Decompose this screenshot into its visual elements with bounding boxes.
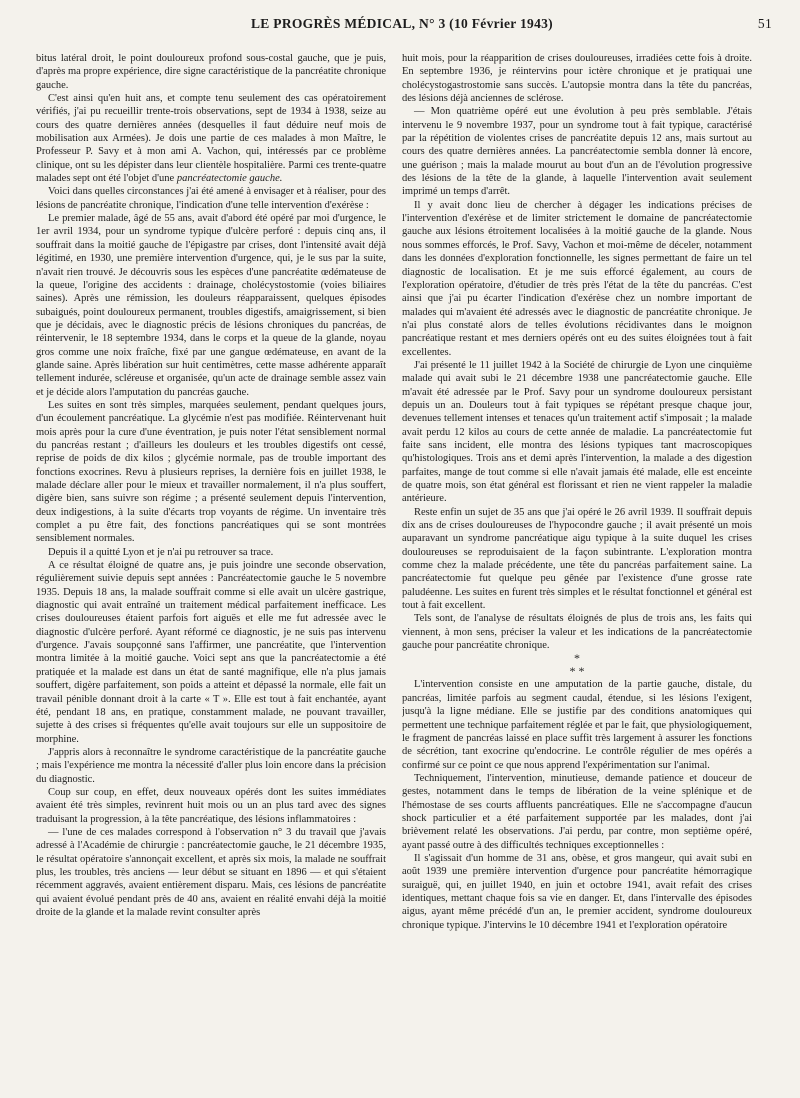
paragraph: — Mon quatrième opéré eut une évolution à peu près semblable. J'étais intervenu le 9 novembre 1937, pour un syndrome tout à fait typique, caractérisé par la répétition de violentes crises de pancréatite depuis 12 ans, mais surtout au cours des quatre dernières années. La pancréatectomie sembla donner là encore, une guérison ; mais la malade mourut au bout d'un an de l'évolution progressive des lésions de la tête de la glande, à laquelle l'intervention avait seulement imprimé un temps d'arrêt. bbox=[402, 106, 752, 198]
paragraph: Tels sont, de l'analyse de résultats éloignés de plus de trois ans, les faits qui viennent, à mon sens, préciser la valeur et les indications de la pancréatectomie gauche pour pancréatite chronique. bbox=[402, 613, 752, 652]
page-header bbox=[32, 16, 772, 40]
page-number: 51 bbox=[757, 16, 772, 31]
paragraph: bitus latéral droit, le point douloureux profond sous-costal gauche, que je puis, d'après ma propre expérience, dire signe caractéristique de la pancréatite chronique gauche. bbox=[36, 53, 386, 91]
separator-star: * bbox=[574, 651, 580, 666]
paragraph: Techniquement, l'intervention, minutieuse, demande patience et douceur de gestes, notamment dans le temps de libération de la veine splénique et de l'hémostase de ses courts affluents pancréatiques. Elle ne s'accompagne d'aucun shock particulier et a été parfaitement supportée par les malades, dont j'ai brièvement relaté les observations. J'ai perdu, par contre, mon septième opéré, ayant passé outre à des difficultés techniques exceptionnelles : bbox=[402, 772, 752, 851]
journal-title: LE PROGRÈS MÉDICAL, N° 3 (10 Février 1943) bbox=[251, 16, 553, 31]
paragraph bbox=[36, 92, 386, 185]
paragraph: Reste enfin un sujet de 35 ans que j'ai opéré le 26 avril 1939. Il souffrait depuis dix ans de crises douloureuses de l'hypocondre gauche ; il avait présenté un mois auparavant un syndrome pancréatique aigu typique à la suite duquel les crises douloureuses se reproduisaient de la façon subintrante. L'exploration montra comme chez la malade précédente, une tête du pancréas parfaitement saine. La pancréatectomie fut quelque peu gênée par l'existence d'une grosse rate paludéenne. Les suites en furent très simples et le résultat fonctionnel et général est tout à fait excellent. bbox=[402, 506, 752, 612]
section-separator bbox=[402, 652, 752, 678]
paragraph: Coup sur coup, en effet, deux nouveaux opérés dont les suites immédiates avaient été très simples, revinrent huit mois ou un an plus tard avec des signes traduisant la progression, à la tête pancréatique, des lésions inflammatoires : bbox=[36, 786, 386, 825]
paragraph: — l'une de ces malades correspond à l'observation n° 3 du travail que j'avais adressé à l'Académie de chirurgie : pancréatectomie gauche, le 21 décembre 1935, le résultat opératoire s'annonçait excellent, et après six mois, la malade ne souffrait plus, les troubles, très anciens — leur début se situant en 1896 — et qui s'étaient récemment aggravés, avaient entièrement disparu. Mais, ces lésions de pancréatite qui avaient évolué pendant près de 40 ans, avaient en réalité envahi déjà la moitié droite de la glande et la malade revint consulter après bbox=[36, 826, 386, 918]
paragraph: Il s'agissait d'un homme de 31 ans, obèse, et gros mangeur, qui avait subi en août 1939 une première intervention d'urgence pour pancréatite hémorragique suraiguë, qui, en juillet 1940, en juin et octobre 1941, avait refait des crises identiques, mettant chaque fois sa vie en danger. Et, dans l'intervalle des épisodes aigus, ayant même précédé d'un an, le premier accident, syndrome douloureux chronique typique. J'intervins le 10 décembre 1941 et l'exploration opératoire bbox=[402, 852, 752, 931]
paragraph-text: C'est ainsi qu'en huit ans, et compte tenu seulement des cas opératoirement vérifiés, j'ai pu recueillir trente-trois observations, sept de 1934 à 1938, seize au cours des quatre dernières années (desquelles il faut déduire neuf mois de mobilisation aux Armées). Je dois une partie de ces malades à mon Maître, le Professeur P. Savy et à mon ami A. Vachon, qui, intéressés par ce problème clinique, ont su les dépister dans leur clientèle hospitalière. Parmi ces trente-quatre malades sept ont été l'objet d'une bbox=[36, 93, 386, 185]
paragraph: L'intervention consiste en une amputation de la partie gauche, distale, du pancréas, limitée parfois au segment caudal, étendue, si les lésions l'exigent, jusqu'à la ligne médiane. Elle se justifie par des conditions anatomiques qui permettent une technique parfaitement réglée et par le fait, que physiologiquement, le fragment de pancréas laissé en place suffit très largement à assurer les fonctions de sécrétion, tant exocrine qu'endocrine. Le contrôle régulier de mes opérés a confirmé sur ce point ce que nous apprend l'expérimentation sur l'animal. bbox=[402, 679, 752, 771]
paragraph: J'appris alors à reconnaître le syndrome caractéristique de la pancréatite gauche ; mais l'expérience me montra la nécessité d'aller plus loin encore dans la précision du diagnostic. bbox=[36, 746, 386, 785]
paragraph: J'ai présenté le 11 juillet 1942 à la Société de chirurgie de Lyon une cinquième malade qui avait subi le 21 décembre 1938 une pancréatectomie gauche. Elle m'avait été adressée par le Prof. Savy pour un syndrome douloureux persistant depuis un an. Douleurs tout à fait typiques se répétant presque chaque jour, devenues tellement intenses et tenaces qu'un traitement actif s'imposait ; la malade avait perdu 12 kilos au cours de cette année de maladie. La pancréatectomie fut faite sans incident, elle montra des lésions typiques tant macroscopiques qu'histologiques. Trois ans et demi après l'intervention, la malade a des digestion parfaites, mange de tout comme si elle n'avait jamais été malade, elle est enceinte de quatre mois, son état général est florissant et rien ne vient rappeler la maladie antérieure. bbox=[402, 359, 752, 505]
paragraph: Les suites en sont très simples, marquées seulement, pendant quelques jours, d'un écoulement pancréatique. La glycémie n'est pas modifiée. Réintervenant huit mois après pour la cure d'une éventration, je puis noter l'état sensiblement normal du pancréas restant ; d'ailleurs les douleurs et les troubles digestifs ont cessé, reprise de poids de dix kilos ; glycémie normale, pas de trouble important des fonctions exocrines. Revu à plusieurs reprises, la dernière fois en juillet 1938, le malade déclare aller pour le mieux et travailler normalement, il n'a plus souffert, digère bien, sans suivre son régime ; a présenté seulement depuis l'intervention, deux indigestions, à la suite d'écarts trop voyants de régime. Un inventaire très complet a pu être fait, des fonctions pancréatiques qui se sont montrées sensiblement normales. bbox=[36, 399, 386, 545]
paragraph: A ce résultat éloigné de quatre ans, je puis joindre une seconde observation, régulièrement suivie depuis sept années : Pancréatectomie gauche le 5 novembre 1935. Depuis 18 ans, la malade souffrait comme si elle avait un ulcère gastrique, diagnostic qui avait entraîné un traitement médical parfaitement inefficace. Les crises douloureuses étaient parfois fort aiguës et elle me fut adressée avec le diagnostic d'ulcère perforé. Ayant réformé ce diagnostic, je ne suis pas intervenu d'urgence. J'avais soupçonné sans l'affirmer, une pancréatite, que l'intervention montra limitée à la moitié gauche. Voici sept ans que la pancréatectomie a été pratiquée et la malade est dans un état de santé magnifique, elle n'a plus jamais souffert, digère parfaitement, son poids a atteint et dépassé la normale, elle fait un travail pénible donnant droit à la carte « T ». Elle est tout à fait enchantée, ayant été, pendant 18 ans, en pratique, constamment malade, ne pouvant travailler, sujette à des crises si fréquentes qu'elle avait toujours sur elle un suppositoire de morphine. bbox=[36, 560, 386, 745]
separator-stars: * * bbox=[569, 664, 585, 679]
left-column bbox=[36, 52, 386, 1088]
paragraph: Depuis il a quitté Lyon et je n'ai pu retrouver sa trace. bbox=[48, 546, 274, 558]
paragraph: Le premier malade, âgé de 55 ans, avait d'abord été opéré par moi d'urgence, le 1er avril 1934, pour un syndrome typique d'ulcère perforé : depuis cinq ans, il souffrait dans la moitié gauche de l'épigastre par crises, dont l'intensité avait déjà légitimé, en 1930, une première intervention d'urgence, qui, je le sus par la suite, n'avait rien trouvé. Je découvris sous les espèces d'une pancréatite œdémateuse de la queue, l'origine des accidents : drainage, cholécystostomie (voies biliaires saines). Après une rémission, les douleurs réapparaissent, quelques épisodes subaigués, point douloureux permanent, troubles digestifs, amaigrissement, si bien que je décidais, avec le diagnostic précis de lésions chroniques du pancréas, de réintervenir, le 18 septembre 1934, dans le corps et la queue de la glande, noyau gros comme une noix fraîche, fixé par une gangue œdémateuse, en avant de la glande saine. Après libération sur huit centimètres, cette masse adhérente apparaît tellement indurée, scléreuse et organisée, qu'un acte de drainage semble assez vain et je décide alors l'amputation du pancréas gauche. bbox=[36, 213, 386, 398]
emphasized-term: pancréatectomie gauche. bbox=[176, 173, 283, 185]
right-column bbox=[402, 52, 752, 1088]
paragraph: Voici dans quelles circonstances j'ai été amené à envisager et à réaliser, pour des lésions de pancréatite chronique, l'indication d'une telle intervention d'exérèse : bbox=[36, 186, 386, 211]
paragraph: huit mois, pour la réapparition de crises douloureuses, irradiées cette fois à droite. En septembre 1936, je réintervins pour ictère chronique et je pratiquai une cholécystogastrostomie sans succès. L'autopsie montra dans la tête du pancréas, des lésions déjà anciennes de sclérose. bbox=[402, 53, 752, 105]
paragraph: Il y avait donc lieu de chercher à dégager les indications précises de l'intervention d'exérèse et de limiter strictement le domaine de pancréatectomie gauche aux lésions étroitement localisées à la moitié gauche de la glande. Nous nous sommes efforcés, le Prof. Savy, Vachon et moi-même de déceler, notamment dans les données d'exploration fonctionnelle, les signes permettant de faire un tel diagnostic de localisation. Et je me suis efforcé également, au cours de l'exploration opératoire, d'étudier de très près l'état de la tête du pancréas. C'est ainsi que j'ai pu écarter l'indication d'exérèse chez un nombre important de malades qui m'avaient été adressés avec le diagnostic de pancréatite chronique. Je n'ai plus constaté alors de telles évolutions récidivantes dans le moignon pancréatique restant et mes derniers opérés ont eu des suites éloignées tout à fait excellentes. bbox=[402, 199, 752, 358]
